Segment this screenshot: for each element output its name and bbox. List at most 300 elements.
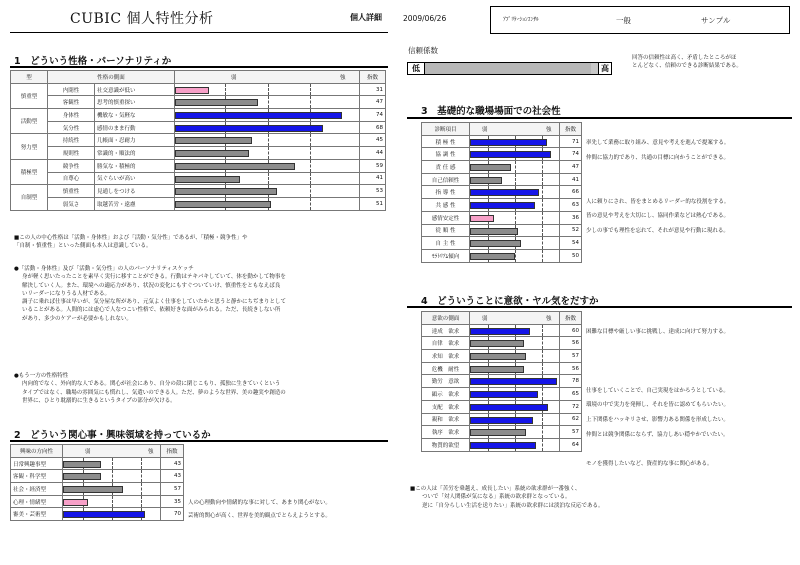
social-row — [422, 224, 582, 237]
scale-guide — [310, 173, 311, 185]
bar-cell — [175, 159, 360, 172]
trait-desc: 常識的・順法的 — [95, 147, 175, 160]
score-bar — [470, 240, 521, 247]
scale-guide — [141, 483, 142, 495]
social-index: 71 — [560, 135, 582, 148]
social-comment: 率先して業務に取り組み、意見や考えを進んで提案する。 — [586, 140, 730, 146]
social-index: 63 — [560, 199, 582, 212]
score-bar — [175, 176, 240, 183]
scale-guide — [542, 186, 543, 198]
motivation-header-row — [422, 312, 582, 325]
interest-label: 審美・芸術型 — [11, 508, 63, 521]
bar-cell — [63, 470, 161, 483]
section1-title: 1 どういう性格・パーソナリティか — [14, 56, 172, 67]
sketch-line: いることがある。人間的には虚心で人なつこい性格で、依頼好きな面がみられる。ただ、長続きしない所 — [22, 307, 281, 314]
interest-comment — [188, 484, 331, 497]
sketch-title: ●「活動・身体性」及び「活動・気分性」の人のパーソナリティスケッチ — [14, 266, 194, 272]
scale-guide — [542, 325, 543, 337]
bar-cell — [63, 508, 161, 521]
motivation-comment: 仲間とは競争関係にならず、協力しあい穏やかでいたい。 — [586, 431, 729, 438]
type-cell: 活動型 — [11, 109, 48, 134]
motivation-label: 自律 欲求 — [422, 337, 470, 350]
interest-table — [10, 444, 184, 521]
index-header: 指数 — [360, 71, 386, 84]
interest-label: 社会・経済型 — [11, 483, 63, 496]
motivation-row — [422, 388, 582, 401]
reliability-comment — [632, 54, 742, 71]
interest-row — [11, 457, 184, 470]
bar-cell — [470, 350, 560, 363]
interest-index: 35 — [161, 495, 184, 508]
scale-guide — [542, 199, 543, 211]
motivation-comment — [586, 355, 729, 370]
interest-dir-header: 興味の方向性 — [11, 445, 63, 458]
section1-note-line2: 「自制・慎重性」といった側面も本人は意識している。 — [14, 243, 152, 249]
motivation-index: 57 — [560, 350, 582, 363]
reliability-bar — [407, 62, 612, 75]
category-label: 一般 — [616, 16, 631, 25]
bar-cell — [175, 185, 360, 198]
social-label: 自 主 性 — [422, 237, 470, 250]
scale-guide — [268, 84, 269, 96]
trait-index: 53 — [360, 185, 386, 198]
scale-guide — [542, 225, 543, 237]
scale-guide — [141, 496, 142, 508]
scale-guide — [112, 470, 113, 482]
motivation-index-header: 指数 — [560, 312, 582, 325]
trait-desc: 取越苦労・遠慮 — [95, 197, 175, 210]
score-bar — [470, 139, 547, 146]
score-bar — [470, 340, 524, 347]
scale-guide — [310, 96, 311, 108]
scale-guide — [542, 388, 543, 400]
motivation-label: 勤労 意欲 — [422, 375, 470, 388]
bar-cell — [175, 172, 360, 185]
reliability-title: 信頼係数 — [408, 46, 438, 55]
scale-guide — [310, 134, 311, 146]
motivation-row — [422, 400, 582, 413]
motivation-note-line2: ついで「対人関係が気になる」系統の欲求群となっている。 — [422, 494, 571, 501]
trait-index: 45 — [360, 134, 386, 147]
score-bar — [470, 328, 530, 335]
motivation-strong-label: 強 — [546, 316, 552, 322]
social-row — [422, 237, 582, 250]
type-cell: 積極型 — [11, 159, 48, 184]
type-header: 型 — [11, 71, 48, 84]
bar-cell — [470, 249, 560, 262]
bar-cell — [470, 148, 560, 161]
trait-label: 規則性 — [48, 147, 95, 160]
sample-label: サンプル — [701, 16, 731, 25]
app-label: ｱﾌﾟﾘｹｰｼｮﾝｺﾝｻﾙ — [503, 17, 539, 23]
score-bar — [63, 511, 145, 518]
bar-cell — [175, 96, 360, 109]
interest-header-row — [11, 445, 184, 458]
score-bar — [175, 163, 295, 170]
trait-label: 弱気さ — [48, 197, 95, 210]
motivation-index: 56 — [560, 337, 582, 350]
scale-guide — [310, 147, 311, 159]
bar-cell — [470, 362, 560, 375]
motivation-comment: 環境の中で実力を発揮し、それを皆に認めてもらいたい。 — [586, 402, 730, 409]
score-bar — [175, 137, 252, 144]
motivation-index: 64 — [560, 438, 582, 451]
bar-cell — [63, 457, 161, 470]
score-bar — [470, 442, 536, 449]
sketch-line: 身が軽く思いたったことを素早く実行に移すことができる。行動はテキパキしていて、体を動かして物事を — [22, 274, 286, 281]
social-comment — [586, 166, 729, 181]
motivation-label: 親和 欲求 — [422, 413, 470, 426]
interest-comments — [188, 457, 331, 523]
sketch-line: 解決していく人。また、環境への適応力があり、状況の変化にもすぐついていけ、慎重性をともなえば良 — [22, 282, 281, 289]
bar-cell — [470, 375, 560, 388]
motivation-comments — [586, 326, 729, 473]
motivation-row — [422, 324, 582, 337]
motivation-index: 60 — [560, 324, 582, 337]
bar-cell — [470, 324, 560, 337]
trait-desc: 気ぐらいが高い — [95, 172, 175, 185]
score-bar — [470, 202, 535, 209]
bar-cell — [470, 426, 560, 439]
social-label: 責 任 感 — [422, 161, 470, 174]
score-bar — [470, 417, 533, 424]
trait-label: 慎重性 — [48, 185, 95, 198]
score-bar — [63, 499, 88, 506]
social-comment — [586, 181, 729, 196]
interest-index: 57 — [161, 483, 184, 496]
scale-guide — [542, 439, 543, 451]
motivation-label: 執序 欲求 — [422, 426, 470, 439]
scale-guide — [515, 174, 516, 186]
motivation-comment: 困難な目標や厳しい事に挑戦し、達成に向けて努力する。 — [586, 329, 730, 335]
trait-label: 持続性 — [48, 134, 95, 147]
other-trait-line: 内向的でなく、外向的な人である。関心が社会にあり、自分の殻に閉じこもり、孤独に生きていくという — [22, 381, 281, 388]
scale-header — [175, 71, 360, 84]
score-bar — [175, 125, 323, 132]
trait-index: 41 — [360, 172, 386, 185]
motivation-item-header: 意欲の側面 — [422, 312, 470, 325]
bar-cell — [470, 161, 560, 174]
other-trait-line: 世界に、ひとり耽溺的に生きるというタイプの部分が欠ける。 — [22, 397, 176, 404]
section4-title: 4 どういうことに意欲・ヤル気をだすか — [421, 296, 599, 307]
motivation-row — [422, 438, 582, 451]
motivation-note-line3: 逆に「自分らしい生活を送りたい」系統の欲求群には淡泊な反応である。 — [422, 502, 604, 509]
trait-index: 31 — [360, 83, 386, 96]
section1-rule — [10, 66, 388, 68]
trait-desc: 見通しをつける — [95, 185, 175, 198]
social-comment: 仲間に協力的であり、共通の目標に向かうことができる。 — [586, 154, 730, 161]
social-row — [422, 173, 582, 186]
scale-guide — [515, 161, 516, 173]
motivation-weak-label: 弱 — [482, 316, 488, 322]
score-bar — [175, 99, 258, 106]
score-bar — [470, 228, 518, 235]
interest-row — [11, 495, 184, 508]
interest-comment — [188, 470, 331, 483]
social-scale-header — [470, 123, 560, 136]
interest-index-header: 指数 — [161, 445, 184, 458]
score-bar — [470, 215, 494, 222]
personality-row — [11, 134, 386, 147]
bar-cell — [470, 211, 560, 224]
trait-index: 44 — [360, 147, 386, 160]
score-bar — [470, 391, 538, 398]
motivation-row — [422, 426, 582, 439]
personality-row — [11, 121, 386, 134]
score-bar — [470, 253, 515, 260]
candidate-info-box — [490, 6, 790, 34]
scale-guide — [310, 84, 311, 96]
social-header-row — [422, 123, 582, 136]
social-row — [422, 135, 582, 148]
trait-label: 気分性 — [48, 121, 95, 134]
motivation-index: 56 — [560, 362, 582, 375]
scale-guide — [515, 250, 516, 262]
score-bar — [470, 429, 526, 436]
motivation-index: 78 — [560, 375, 582, 388]
score-bar — [175, 188, 277, 195]
interest-scale-header — [63, 445, 161, 458]
social-comment: 少しの事でも理性を忘れて、それが意見や行動に現れる。 — [586, 228, 729, 235]
social-row — [422, 249, 582, 262]
social-label: 共 感 性 — [422, 199, 470, 212]
score-bar — [470, 189, 539, 196]
motivation-scale-header — [470, 312, 560, 325]
motivation-note-line1: ■この人は「苦労を乗越え、成長したい」系統の欲求群が一番強く、 — [410, 486, 581, 492]
section1-note — [14, 234, 247, 250]
motivation-comment: モノを獲得したいなど、資産的な事に関心がある。 — [586, 461, 713, 468]
section1-note-line1: ■この人の中心性格は「活動・身体性」および「活動・気分性」であるが、「積極・競争性」や — [14, 235, 248, 241]
social-comments — [586, 137, 729, 284]
scale-guide — [542, 161, 543, 173]
score-bar — [175, 87, 209, 94]
scale-guide — [542, 363, 543, 375]
scale-guide — [112, 458, 113, 470]
social-row — [422, 148, 582, 161]
reliability-low-label: 低 — [407, 62, 425, 75]
bar-cell — [175, 147, 360, 160]
scale-guide — [310, 160, 311, 172]
title-rule — [10, 32, 388, 33]
bar-cell — [470, 186, 560, 199]
detail-label: 個人詳細 — [350, 13, 382, 22]
score-bar — [63, 486, 123, 493]
motivation-index: 72 — [560, 400, 582, 413]
trait-label: 自尊心 — [48, 172, 95, 185]
scale-guide — [542, 237, 543, 249]
interest-label: 客観・科学型 — [11, 470, 63, 483]
bar-cell — [175, 83, 360, 96]
motivation-label: 危機 耐性 — [422, 362, 470, 375]
interest-index: 43 — [161, 470, 184, 483]
social-index: 66 — [560, 186, 582, 199]
social-index: 50 — [560, 249, 582, 262]
interest-comment: 人の心理動向や情緒的な事に対して、あまり関心がない。 — [188, 499, 331, 506]
scale-guide — [310, 185, 311, 197]
scale-guide — [542, 337, 543, 349]
social-index-header: 指数 — [560, 123, 582, 136]
trait-desc: 几帳面・忍耐力 — [95, 134, 175, 147]
sketch-line: があり、多少のケアーが必要かもしれない。 — [22, 315, 132, 322]
bar-cell — [470, 135, 560, 148]
motivation-row — [422, 375, 582, 388]
interest-comment: 芸術的関心が高く、世界を美的観点でとらえようとする。 — [188, 513, 331, 520]
interest-index: 43 — [161, 457, 184, 470]
scale-guide — [310, 198, 311, 210]
interest-row — [11, 508, 184, 521]
bar-cell — [470, 337, 560, 350]
motivation-label: 求知 欲求 — [422, 350, 470, 363]
social-table — [421, 122, 582, 263]
bar-cell — [63, 483, 161, 496]
social-label: ﾓﾗﾄﾘｱﾑ傾向 — [422, 249, 470, 262]
social-label: 指 導 性 — [422, 186, 470, 199]
trait-index: 74 — [360, 109, 386, 122]
type-cell: 努力型 — [11, 134, 48, 159]
motivation-label: 顕示 欲求 — [422, 388, 470, 401]
section3-rule — [407, 117, 792, 119]
sketch-block — [14, 265, 286, 323]
bar-cell — [470, 173, 560, 186]
motivation-note — [410, 485, 604, 510]
social-label: 積 極 性 — [422, 135, 470, 148]
social-row — [422, 199, 582, 212]
motivation-index: 57 — [560, 426, 582, 439]
report-date: 2009/06/26 — [403, 14, 447, 23]
social-comment: 人に頼りにされ、皆をまとめるリーダー的な役割をする。 — [586, 198, 730, 205]
motivation-label: 達成 欲求 — [422, 324, 470, 337]
score-bar — [470, 353, 526, 360]
personality-header-row — [11, 71, 386, 84]
reliability-comment-line1: 回答の信頼性は高く、矛盾したところがほ — [632, 55, 737, 61]
social-row — [422, 186, 582, 199]
score-bar — [63, 461, 101, 468]
motivation-comment: 上下関係をハッキリさせ、影響力ある関係を形成したい。 — [586, 417, 729, 424]
motivation-label: 支配 欲求 — [422, 400, 470, 413]
bar-cell — [470, 388, 560, 401]
personality-row — [11, 197, 386, 210]
other-trait-block — [14, 372, 286, 405]
social-label: 従 順 性 — [422, 224, 470, 237]
score-bar — [63, 473, 101, 480]
motivation-comment — [586, 341, 729, 356]
motivation-index: 65 — [560, 388, 582, 401]
motivation-row — [422, 413, 582, 426]
score-bar — [470, 164, 511, 171]
scale-guide — [268, 96, 269, 108]
bar-cell — [470, 237, 560, 250]
bar-cell — [63, 495, 161, 508]
scale-guide — [542, 250, 543, 262]
reliability-fill — [408, 63, 591, 74]
social-row — [422, 211, 582, 224]
trait-desc: 勝気な・積極的 — [95, 159, 175, 172]
aspect-header: 性格の側面 — [48, 71, 175, 84]
scale-guide — [542, 414, 543, 426]
scale-guide — [542, 350, 543, 362]
type-cell: 慎重型 — [11, 83, 48, 108]
social-comment: 皆の意見や考えを大切にし、協同作業などは熱心である。 — [586, 213, 730, 220]
score-bar — [470, 378, 557, 385]
score-bar — [175, 112, 342, 119]
social-index: 36 — [560, 211, 582, 224]
trait-index: 59 — [360, 159, 386, 172]
score-bar — [470, 151, 551, 158]
personality-row — [11, 147, 386, 160]
social-label: 感情安定性 — [422, 211, 470, 224]
trait-desc: 機敏な・気軽な — [95, 109, 175, 122]
motivation-comment — [586, 370, 729, 385]
scale-guide — [515, 212, 516, 224]
social-index: 74 — [560, 148, 582, 161]
bar-cell — [175, 121, 360, 134]
personality-row — [11, 185, 386, 198]
personality-row — [11, 83, 386, 96]
scale-guide — [268, 134, 269, 146]
trait-desc: 社交意識が低い — [95, 83, 175, 96]
social-item-header: 診断項目 — [422, 123, 470, 136]
bar-cell — [470, 413, 560, 426]
scale-guide — [268, 173, 269, 185]
score-bar — [175, 150, 249, 157]
section4-rule — [407, 306, 792, 308]
trait-label: 競争性 — [48, 159, 95, 172]
reliability-high-label: 高 — [598, 62, 612, 75]
motivation-comment — [586, 444, 729, 459]
social-comment — [586, 255, 729, 270]
motivation-row — [422, 362, 582, 375]
trait-desc: 思考的慎重探い — [95, 96, 175, 109]
social-index: 41 — [560, 173, 582, 186]
bar-cell — [175, 134, 360, 147]
score-bar — [470, 366, 524, 373]
scale-guide — [112, 496, 113, 508]
motivation-comment: 仕事をしていくことで、自己実現をはかろうとしている。 — [586, 387, 729, 394]
interest-row — [11, 470, 184, 483]
social-comment — [586, 269, 729, 284]
scale-guide — [542, 174, 543, 186]
strong-label: 強 — [340, 75, 346, 81]
motivation-label: 物質的欲望 — [422, 438, 470, 451]
scale-guide — [542, 212, 543, 224]
sketch-line: 調子に乗れば仕事は早いが、気分屋な所があり、元気よく仕事をしていたかと思うと静かにちぢまりとして — [22, 299, 287, 306]
trait-index: 68 — [360, 121, 386, 134]
trait-label: 内閉性 — [48, 83, 95, 96]
social-label: 自己信頼性 — [422, 173, 470, 186]
bar-cell — [470, 199, 560, 212]
personality-table — [10, 70, 386, 211]
social-index: 52 — [560, 224, 582, 237]
motivation-index: 62 — [560, 413, 582, 426]
interest-label: 日常興趣事型 — [11, 457, 63, 470]
personality-row — [11, 172, 386, 185]
score-bar — [470, 404, 548, 411]
scale-guide — [225, 84, 226, 96]
score-bar — [175, 201, 271, 208]
trait-label: 身体性 — [48, 109, 95, 122]
social-index: 47 — [560, 161, 582, 174]
trait-desc: 感情のまま行動 — [95, 121, 175, 134]
type-cell: 自制型 — [11, 185, 48, 210]
scale-guide — [542, 426, 543, 438]
section2-rule — [10, 440, 388, 442]
scale-guide — [141, 458, 142, 470]
section3-title: 3 基礎的な職場場面での社会性 — [421, 106, 561, 117]
social-row — [422, 161, 582, 174]
bar-cell — [175, 197, 360, 210]
social-weak-label: 弱 — [482, 127, 488, 133]
sketch-line: いリーダーになりうる人材である。 — [22, 290, 111, 297]
